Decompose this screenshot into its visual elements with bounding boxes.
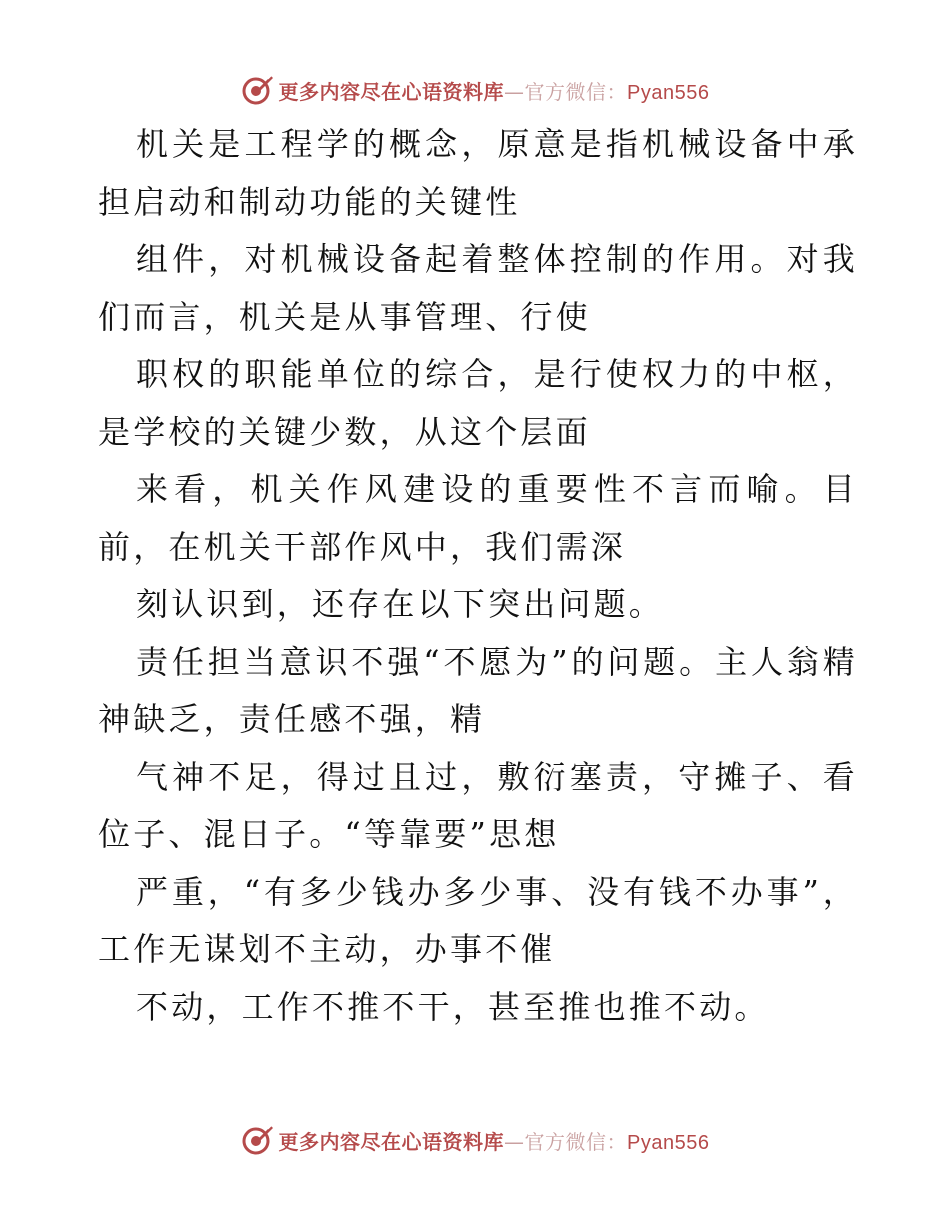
watermark-contact-label: 官方微信： bbox=[524, 79, 628, 104]
watermark-handle: Pyan556 bbox=[627, 1131, 710, 1154]
footer-watermark bbox=[0, 1120, 950, 1160]
paragraph: 刻认识到，还存在以下突出问题。 bbox=[136, 585, 665, 623]
header-watermark bbox=[0, 70, 950, 110]
watermark-handle: Pyan556 bbox=[627, 81, 710, 104]
pen-logo-icon bbox=[241, 73, 275, 107]
paragraph: 气神不足，得过且过，敷衍塞责，守摊子、看位子、混日子。“等靠要”思想 bbox=[98, 757, 858, 853]
document-body bbox=[98, 116, 858, 1036]
watermark-separator: — bbox=[504, 79, 525, 104]
paragraph: 机关是工程学的概念，原意是指机械设备中承担启动和制动功能的关键性 bbox=[98, 125, 858, 221]
paragraph: 责任担当意识不强“不愿为”的问题。主人翁精神缺乏，责任感不强，精 bbox=[98, 642, 858, 738]
watermark-brand: 更多内容尽在心语资料库 bbox=[278, 79, 505, 104]
pen-logo-icon bbox=[241, 1123, 275, 1157]
paragraph: 来看，机关作风建设的重要性不言而喻。目前，在机关干部作风中，我们需深 bbox=[98, 470, 858, 566]
paragraph: 职权的职能单位的综合，是行使权力的中枢，是学校的关键少数，从这个层面 bbox=[98, 355, 858, 451]
watermark-brand: 更多内容尽在心语资料库 bbox=[278, 1129, 505, 1154]
paragraph: 不动，工作不推不干，甚至推也推不动。 bbox=[136, 987, 770, 1026]
watermark-separator: — bbox=[504, 1129, 525, 1154]
paragraph: 严重，“有多少钱办多少事、没有钱不办事”，工作无谋划不主动，办事不催 bbox=[98, 872, 858, 968]
paragraph: 组件，对机械设备起着整体控制的作用。对我们而言，机关是从事管理、行使 bbox=[98, 240, 858, 336]
watermark-contact-label: 官方微信： bbox=[524, 1129, 628, 1154]
